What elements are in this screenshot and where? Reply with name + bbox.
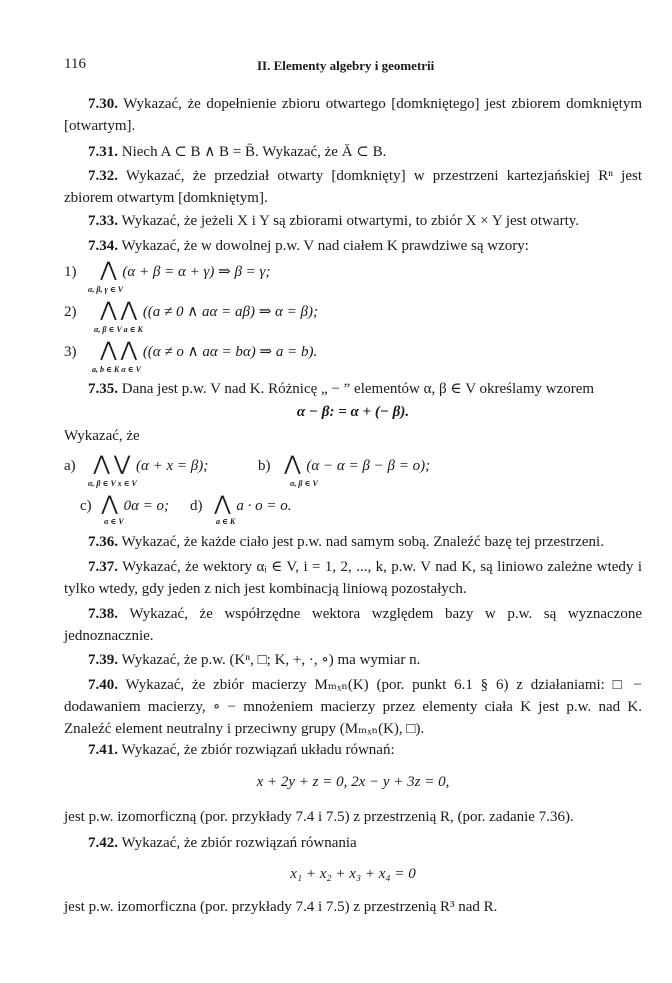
problem-7-30 — [64, 93, 642, 137]
problem-number: 7.33. — [88, 213, 118, 229]
problem-7-33 — [64, 210, 642, 232]
formula-7-42: x₁ + x₂ + x₃ + x₄ = 0 — [290, 866, 416, 882]
item-label: c) — [80, 498, 92, 514]
quantifier-subscript: α ∈ V — [104, 517, 124, 526]
problem-text: Wykazać, że zbiór rozwiązań równania — [121, 835, 357, 851]
problem-text: Wykazać, że zbiór macierzy Mₘₓₙ(K) (por. punkt 6.1 § 6) z działaniami: □ − dodawaniem macierzy, ∘ − mnożeniem macierzy przez elementy ciała K jest p.w. nad K. Znaleźć element neutralny i przeciwny grupy (Mₘₓₙ(K), □). — [64, 677, 642, 737]
problem-number: 7.40. — [88, 677, 118, 693]
problem-7-42 — [64, 832, 642, 854]
quantifier-subscript: α, β, γ ∈ V — [88, 285, 124, 294]
problem-7-34 — [64, 235, 642, 257]
item-label: a) — [64, 458, 76, 474]
problem-7-41-after: jest p.w. izomorficzną (por. przykłady 7.4 i 7.5) z przestrzenią R, (por. zadanie 7.36). — [64, 809, 574, 825]
formula-7-35-a — [64, 453, 209, 475]
problem-text: Wykazać, że przedział otwarty [domknięty] w przestrzeni kartezjańskiej Rⁿ jest zbiorem otwartym [domkniętym]. — [64, 168, 642, 206]
problem-7-39 — [64, 649, 642, 671]
problem-7-41 — [64, 739, 642, 761]
formula-7-35-c — [80, 493, 170, 515]
formula-expr: a · o = o. — [236, 498, 292, 514]
item-label: b) — [258, 458, 271, 474]
page-number: 116 — [64, 56, 86, 72]
problem-text: Wykazać, że w dowolnej p.w. V nad ciałem K prawdziwe są wzory: — [121, 238, 529, 254]
problem-text: Wykazać, że każde ciało jest p.w. nad samym sobą. Znaleźć bazę tej przestrzeni. — [121, 534, 604, 550]
problem-text: Wykazać, że jeżeli X i Y są zbiorami otwartymi, to zbiór X × Y jest otwarty. — [121, 213, 580, 229]
problem-7-38 — [64, 603, 642, 647]
quantifier-subscript: α, β ∈ V a ∈ K — [94, 325, 143, 334]
item-label: 2) — [64, 304, 77, 320]
formula-7-34-1 — [64, 259, 271, 281]
formula-expr: (α + β = α + γ) ⇒ β = γ; — [122, 264, 271, 280]
problem-text: Wykazać, że wektory αᵢ ∈ V, i = 1, 2, ..., k, p.w. V nad K, są liniowo zależne wtedy i tylko wtedy, gdy jeden z nich jest kombinacją liniową pozostałych. — [64, 559, 642, 597]
formula-expr: ((a ≠ 0 ∧ aα = aβ) ⇒ α = β); — [142, 304, 319, 320]
formula-7-41: x + 2y + z = 0, 2x − y + 3z = 0, — [256, 774, 450, 790]
formula-7-35-b — [258, 453, 431, 475]
forall-symbol: ⋀ — [120, 299, 138, 321]
quantifier-subscript: α, β ∈ V x ∈ V — [88, 479, 137, 488]
formula-7-35-d — [190, 493, 292, 515]
forall-symbol: ⋀ — [93, 453, 110, 475]
problem-text: Wykazać, że współrzędne wektora względem bazy w p.w. są wyznaczone jednoznacznie. — [64, 606, 642, 644]
formula-expr: (α − α = β − β = o); — [306, 458, 431, 474]
problem-number: 7.39. — [88, 652, 118, 668]
problem-number: 7.31. — [88, 144, 118, 160]
problem-7-42-after: jest p.w. izomorficzna (por. przykłady 7.4 i 7.5) z przestrzenią R³ nad R. — [64, 899, 498, 915]
forall-symbol: ⋀ — [214, 493, 231, 515]
problem-7-35 — [64, 378, 642, 400]
problem-number: 7.36. — [88, 534, 118, 550]
problem-number: 7.42. — [88, 835, 118, 851]
problem-7-40 — [64, 674, 642, 740]
formula-expr: ((α ≠ o ∧ aα = bα) ⇒ a = b). — [142, 344, 318, 360]
problem-number: 7.41. — [88, 742, 118, 758]
quantifier-subscript: a ∈ K — [216, 517, 236, 526]
forall-symbol: ⋀ — [120, 339, 138, 361]
forall-symbol: ⋀ — [284, 453, 301, 475]
problem-text: Dana jest p.w. V nad K. Różnicę „ − ” elementów α, β ∈ V określamy wzorem — [121, 381, 595, 397]
problem-number: 7.34. — [88, 238, 118, 254]
formula-7-35: α − β: = α + (− β). — [296, 404, 410, 420]
item-label: 1) — [64, 264, 77, 280]
problem-text: Niech A ⊂ B ∧ B = B̄. Wykazać, że Ā ⊂ B. — [121, 144, 387, 160]
running-head: II. Elementy algebry i geometrii — [257, 58, 435, 73]
problem-number: 7.38. — [88, 606, 118, 622]
problem-7-36 — [64, 531, 642, 553]
forall-symbol: ⋀ — [101, 493, 118, 515]
quantifier-subscript: a, b ∈ K α ∈ V — [92, 365, 141, 374]
forall-symbol: ⋀ — [100, 299, 117, 321]
item-label: 3) — [64, 344, 77, 360]
formula-expr: 0α = o; — [123, 498, 170, 514]
problem-number: 7.32. — [88, 168, 118, 184]
problem-7-37 — [64, 556, 642, 600]
problem-text: Wykazać, że dopełnienie zbioru otwartego [domkniętego] jest zbiorem domkniętym [otwartym]. — [64, 96, 642, 134]
formula-7-34-2 — [64, 299, 319, 321]
formula-7-34-3 — [64, 339, 318, 361]
problem-text: Wykazać, że zbiór rozwiązań układu równań: — [121, 742, 395, 758]
forall-symbol: ⋀ — [100, 339, 117, 361]
formula-expr: (α + x = β); — [135, 458, 209, 474]
forall-symbol: ⋀ — [100, 259, 117, 281]
problem-number: 7.35. — [88, 381, 118, 397]
item-label: d) — [190, 498, 203, 514]
problem-7-32 — [64, 165, 642, 209]
prove-text: Wykazać, że — [64, 428, 140, 444]
problem-7-31 — [64, 141, 642, 163]
problem-number: 7.37. — [88, 559, 118, 575]
quantifier-subscript: α, β ∈ V — [290, 479, 318, 488]
problem-number: 7.30. — [88, 96, 118, 112]
exists-symbol: ⋁ — [113, 453, 131, 475]
problem-text: Wykazać, że p.w. (Kⁿ, □; K, +, ·, ∘) ma wymiar n. — [121, 652, 421, 668]
